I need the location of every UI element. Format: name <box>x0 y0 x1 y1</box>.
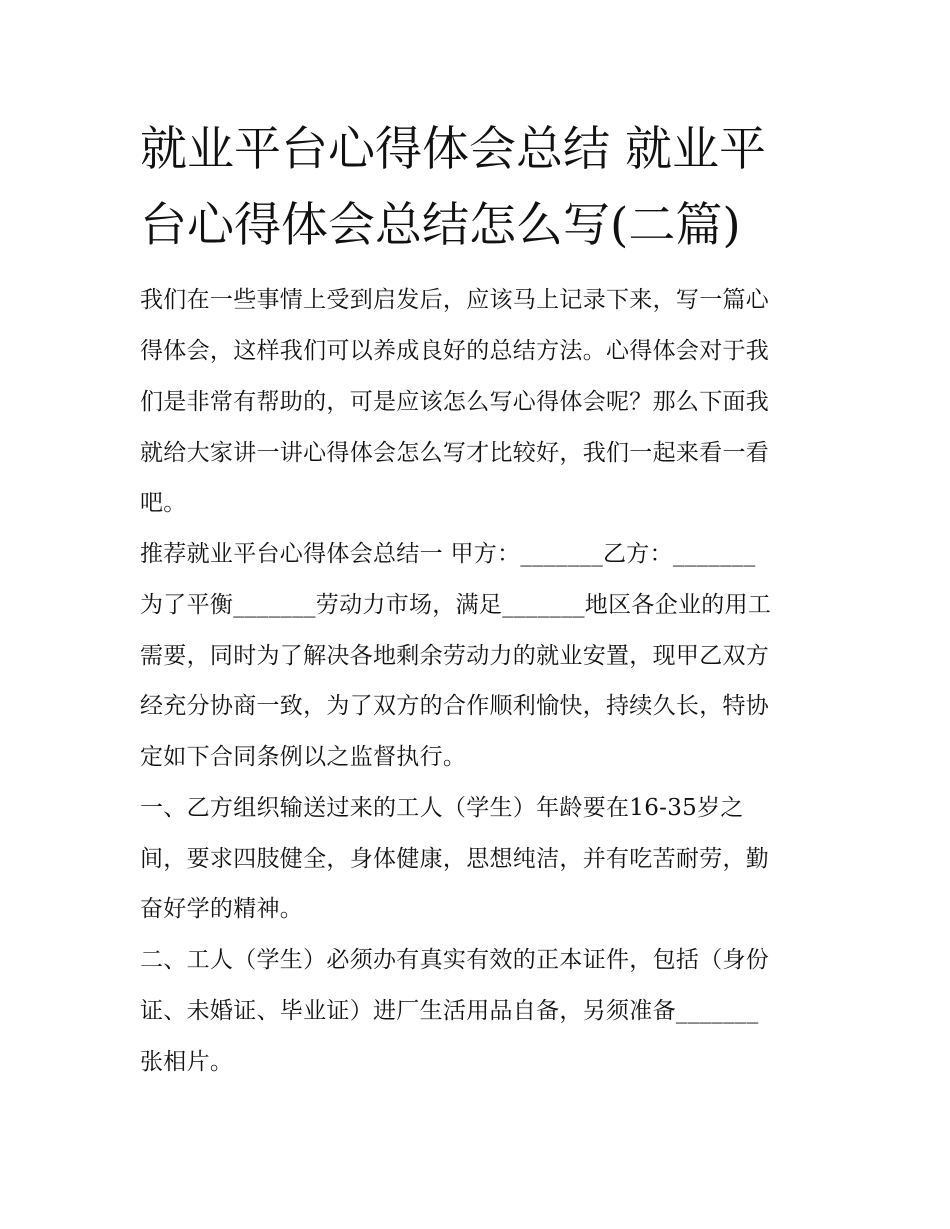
body-text-line: 推荐就业平台心得体会总结一 甲方：_______乙方：_______ <box>140 541 756 567</box>
body-text-line: 吧。 <box>140 490 187 516</box>
title-line: 就业平台心得体会总结 就业平 <box>140 122 766 177</box>
document-title <box>140 112 820 264</box>
body-text-line: 为了平衡_______劳动力市场，满足_______地区各企业的用工 <box>140 592 772 618</box>
body-text-line: 经充分协商一致，为了双方的合作顺利愉快，持续久长，特协 <box>140 693 770 719</box>
body-text-line: 需要，同时为了解决各地剩余劳动力的就业安置，现甲乙双方 <box>140 643 770 669</box>
body-text-line: 一、乙方组织输送过来的工人（学生）年龄要在16-35岁之 <box>140 795 744 821</box>
body-text-line: 张相片。 <box>140 1049 234 1075</box>
body-text-line: 证、未婚证、毕业证）进厂生活用品自备，另须准备_______ <box>140 998 759 1024</box>
body-text-line: 得体会，这样我们可以养成良好的总结方法。心得体会对于我 <box>140 338 770 364</box>
body-text-line: 我们在一些事情上受到启发后，应该马上记录下来，写一篇心 <box>140 287 770 313</box>
body-text-line: 二、工人（学生）必须办有真实有效的正本证件，包括（身份 <box>140 947 770 973</box>
body-text-line: 定如下合同条例以之监督执行。 <box>140 744 467 770</box>
body-text-line: 奋好学的精神。 <box>140 896 304 922</box>
body-text-line: 们是非常有帮助的，可是应该怎么写心得体会呢？那么下面我 <box>140 389 770 415</box>
title-line: 台心得体会总结怎么写(二篇) <box>140 198 741 253</box>
body-text-line: 就给大家讲一讲心得体会怎么写才比较好，我们一起来看一看 <box>140 440 770 466</box>
body-text-line: 间，要求四肢健全，身体健康，思想纯洁，并有吃苦耐劳，勤 <box>140 846 770 872</box>
